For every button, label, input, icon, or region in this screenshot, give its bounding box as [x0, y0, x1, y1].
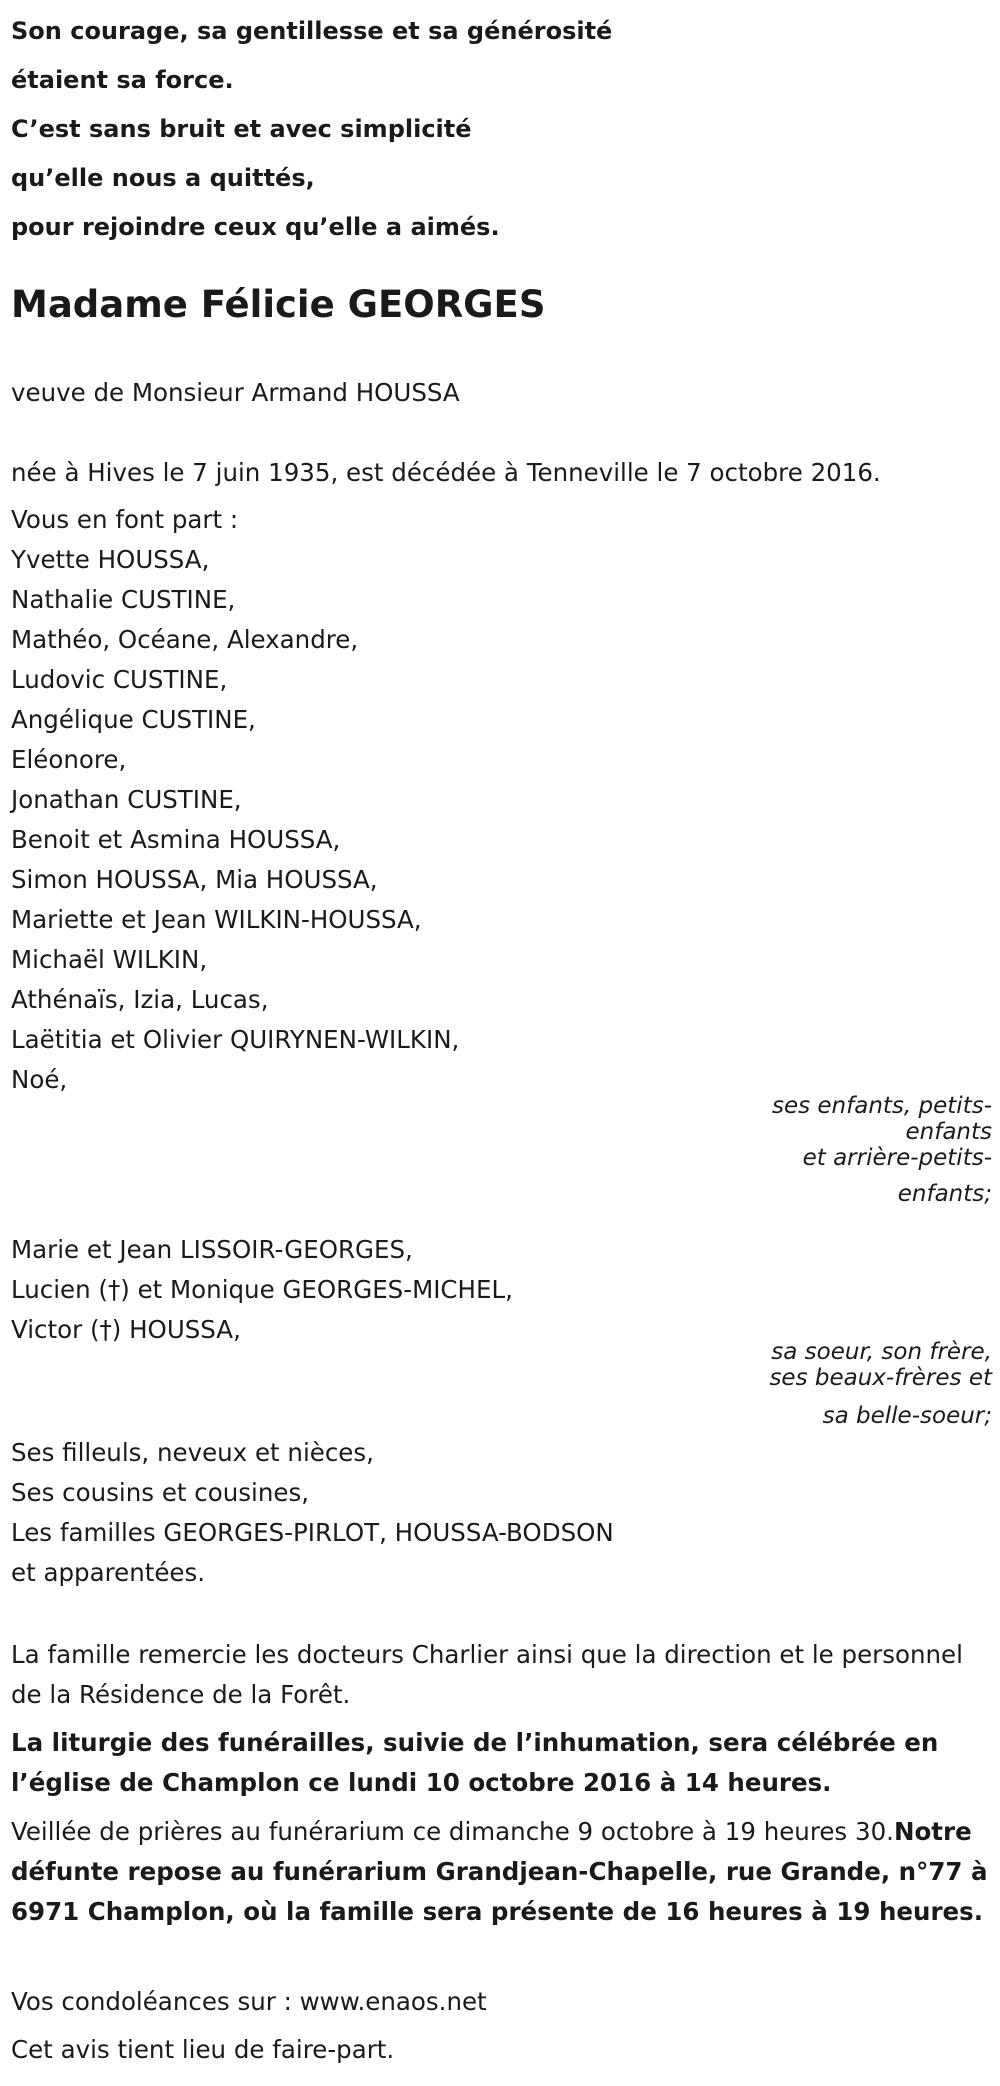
list-item: Ses filleuls, neveux et nièces, [11, 1438, 374, 1467]
funeral-paragraph: La liturgie des funérailles, suivie de l’inhumation, sera célébrée en l’église de Champlon ce lundi 10 octobre 2016 à 14 heures. [11, 1728, 939, 1797]
vigil-paragraph [11, 1812, 996, 1932]
list-item: Victor (†) HOUSSA, [11, 1315, 241, 1344]
list-item: Ludovic CUSTINE, [11, 665, 228, 694]
siblings-note [692, 1339, 992, 1429]
list-item: Noé, [11, 1065, 68, 1094]
siblings-list [11, 1230, 513, 1350]
quote-line: Son courage, sa gentillesse et sa générosité [11, 17, 613, 45]
list-item: Simon HOUSSA, Mia HOUSSA, [11, 865, 378, 894]
birth-death: née à Hives le 7 juin 1935, est décédée à Tenneville le 7 octobre 2016. [11, 458, 881, 487]
list-item: Les familles GEORGES-PIRLOT, HOUSSA-BODSON [11, 1518, 614, 1547]
opening-quote [11, 7, 711, 252]
widow-of: veuve de Monsieur Armand HOUSSA [11, 378, 460, 407]
announcement-list [11, 500, 459, 1100]
list-item: Michaël WILKIN, [11, 945, 208, 974]
note-line: et arrière-petits- [802, 1145, 992, 1171]
vigil-text: Veillée de prières au funérarium ce dimanche 9 octobre à 19 heures 30. [11, 1817, 894, 1846]
list-item: Ses cousins et cousines, [11, 1478, 309, 1507]
list-item: Yvette HOUSSA, [11, 545, 210, 574]
list-item: Jonathan CUSTINE, [11, 785, 242, 814]
quote-line: C’est sans bruit et avec simplicité [11, 115, 472, 143]
list-item: Nathalie CUSTINE, [11, 585, 236, 614]
condolences-line: Vos condoléances sur : www.enaos.net [11, 1987, 487, 2016]
quote-line: pour rejoindre ceux qu’elle a aimés. [11, 213, 500, 241]
list-item: Benoit et Asmina HOUSSA, [11, 825, 341, 854]
note-line: ses beaux-frères et [769, 1365, 992, 1391]
closing-line: Cet avis tient lieu de faire-part. [11, 2035, 395, 2064]
list-item: Eléonore, [11, 745, 127, 774]
repose-text: Notre défunte repose au funérarium Grandjean-Chapelle, rue Grande, n°77 à 6971 Champlon, où la famille sera présente de 16 heures à 19 heures. [11, 1817, 988, 1926]
quote-line: qu’elle nous a quittés, [11, 164, 315, 192]
list-item: Angélique CUSTINE, [11, 705, 256, 734]
list-item: Laëtitia et Olivier QUIRYNEN-WILKIN, [11, 1025, 460, 1054]
quote-line: étaient sa force. [11, 66, 234, 94]
list-item: et apparentées. [11, 1558, 206, 1587]
note-line: sa belle-soeur; [822, 1403, 992, 1429]
note-line: enfants [905, 1119, 992, 1145]
list-item: Mariette et Jean WILKIN-HOUSSA, [11, 905, 422, 934]
note-line: enfants; [897, 1181, 992, 1207]
list-item: Marie et Jean LISSOIR-GEORGES, [11, 1235, 413, 1264]
children-note [692, 1093, 992, 1207]
list-item: Lucien (†) et Monique GEORGES-MICHEL, [11, 1275, 513, 1304]
thanks-paragraph: La famille remercie les docteurs Charlier ainsi que la direction et le personnel de la Résidence de la Forêt. [11, 1640, 963, 1709]
note-line: ses enfants, petits- [771, 1093, 992, 1119]
others-list [11, 1433, 614, 1593]
note-line: sa soeur, son frère, [771, 1339, 992, 1365]
deceased-name: Madame Félicie GEORGES [11, 283, 546, 326]
list-item: Mathéo, Océane, Alexandre, [11, 625, 359, 654]
announcement-intro: Vous en font part : [11, 505, 239, 534]
list-item: Athénaïs, Izia, Lucas, [11, 985, 269, 1014]
